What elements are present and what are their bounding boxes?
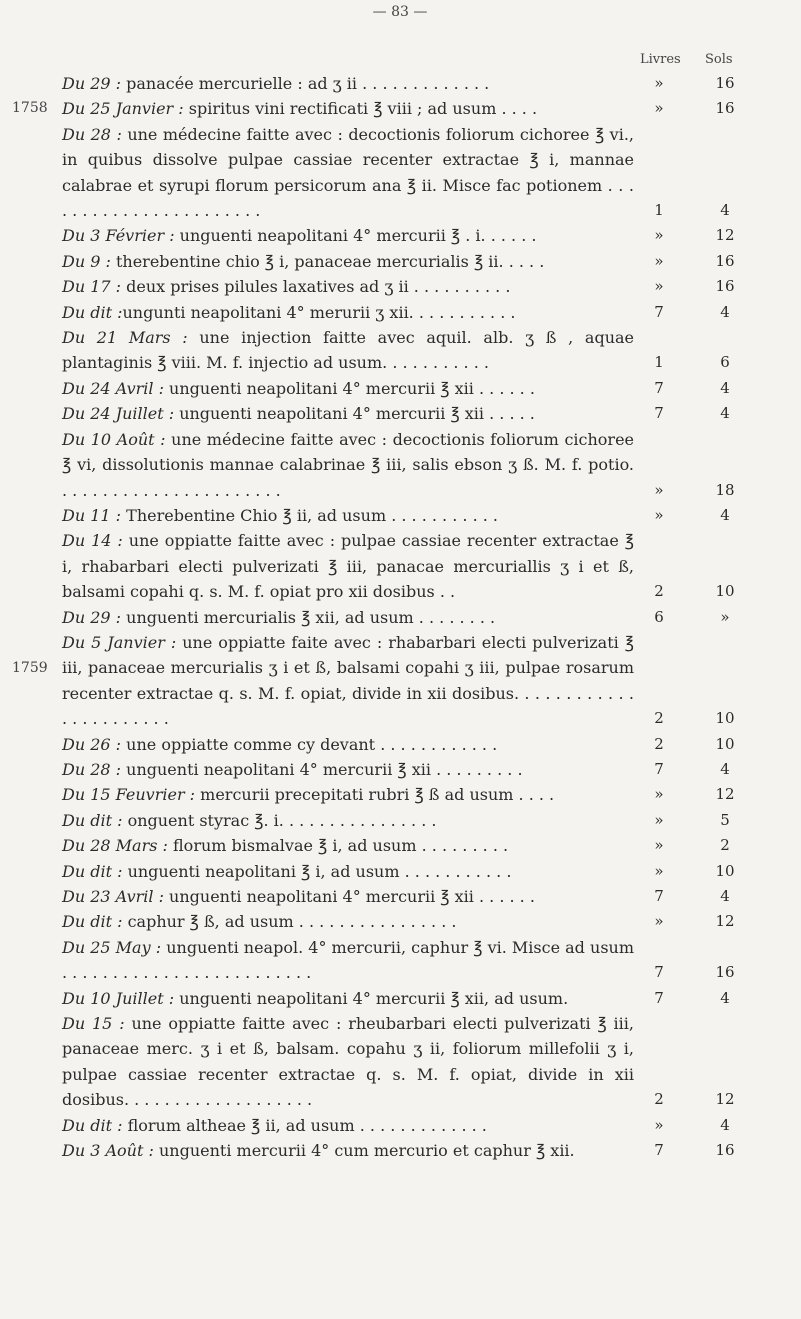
entry-text bbox=[62, 71, 634, 96]
entry-text bbox=[62, 859, 634, 884]
entry-sols: 10 bbox=[715, 734, 735, 753]
entry-livres: » bbox=[654, 912, 664, 931]
ledger-entry bbox=[62, 909, 792, 934]
entry-text bbox=[62, 732, 634, 757]
entry-date: Du 29 : bbox=[62, 74, 122, 93]
entry-date: Du 28 Mars : bbox=[62, 836, 168, 856]
entry-description: unguenti neapolitani ℥ i, ad usum . . . . . . . . . . . bbox=[122, 861, 512, 881]
ledger-entry bbox=[62, 808, 792, 833]
entry-livres: » bbox=[654, 251, 664, 270]
entry-livres: » bbox=[654, 99, 664, 118]
ledger-entry bbox=[62, 96, 792, 121]
ledger-entry bbox=[62, 325, 792, 376]
entry-text bbox=[62, 325, 634, 376]
entry-sols: 16 bbox=[715, 277, 735, 296]
entry-date: Du 9 : bbox=[62, 251, 111, 271]
ledger-entry bbox=[62, 630, 792, 732]
ledger-entry bbox=[62, 1113, 792, 1138]
entry-text bbox=[62, 808, 634, 833]
entry-livres: 1 bbox=[654, 201, 664, 220]
entry-date: Du dit : bbox=[62, 1115, 123, 1135]
entry-livres: » bbox=[654, 480, 664, 499]
entry-description: unguenti neapolitani 4° mercurii ℥ xii, ad usum. bbox=[174, 988, 569, 1008]
entry-sols: 12 bbox=[715, 226, 735, 245]
entry-date: Du 24 Juillet : bbox=[62, 404, 175, 424]
entry-sols: 10 bbox=[715, 582, 735, 601]
entry-livres: 7 bbox=[654, 988, 664, 1007]
entry-date: Du 10 Juillet : bbox=[62, 988, 175, 1008]
entry-text bbox=[62, 1138, 634, 1163]
entry-livres: » bbox=[654, 836, 664, 855]
entry-sols: 18 bbox=[715, 480, 735, 499]
entry-date: Du 3 Février : bbox=[62, 226, 175, 246]
entry-text bbox=[62, 122, 634, 224]
entry-date: Du dit : bbox=[62, 810, 123, 830]
entry-date: Du 21 Mars : bbox=[62, 328, 188, 348]
ledger-entry bbox=[62, 884, 792, 909]
entry-description: caphur ℥ ß, ad usum . . . . . . . . . . . . . . . . bbox=[122, 912, 457, 932]
entry-text bbox=[62, 782, 634, 807]
entry-text bbox=[62, 96, 634, 121]
entry-description: unguenti mercurii 4° cum mercurio et caphur ℥ xii. bbox=[153, 1141, 575, 1161]
entry-date: Du 25 Janvier : bbox=[62, 99, 184, 119]
entry-description: unguenti neapolitani 4° mercurii ℥ xii . . . . . . bbox=[163, 378, 535, 398]
ledger-entry bbox=[62, 274, 792, 299]
entry-sols: 16 bbox=[715, 1141, 735, 1160]
entry-sols: 4 bbox=[720, 201, 730, 220]
entry-description: unguenti neapolitani 4° mercurii ℥ . i. . . . . . bbox=[174, 226, 537, 246]
entry-text bbox=[62, 376, 634, 401]
entry-livres: 2 bbox=[654, 582, 664, 601]
entry-date: Du dit : bbox=[62, 861, 123, 881]
entry-sols: 16 bbox=[715, 99, 735, 118]
ledger-entry bbox=[62, 935, 792, 986]
entry-sols: 16 bbox=[715, 251, 735, 270]
entry-livres: 1 bbox=[654, 353, 664, 372]
entry-date: Du 17 : bbox=[62, 277, 122, 297]
entry-date: Du 14 : bbox=[62, 531, 123, 551]
entry-livres: 2 bbox=[654, 709, 664, 728]
entry-date: Du 15 Feuvrier : bbox=[62, 785, 196, 805]
entry-livres: 6 bbox=[654, 607, 664, 626]
entry-livres: 7 bbox=[654, 963, 664, 982]
entry-date: Du 11 : bbox=[62, 505, 122, 525]
entry-sols: 10 bbox=[715, 709, 735, 728]
entry-date: Du 10 Août : bbox=[62, 429, 166, 449]
entry-description: une oppiatte faitte avec : pulpae cassiae recenter extractae ℥ i, rhabarbari electi pulverizati ℥ iii, panacae mercuriallis ʒ i et ß, balsami copahi q. s. M. f. opiat pro xii dosibus . . bbox=[62, 531, 635, 602]
entry-sols: 6 bbox=[720, 353, 730, 372]
entry-text bbox=[62, 833, 634, 858]
entry-date: Du dit : bbox=[62, 302, 123, 322]
ledger-entry bbox=[62, 122, 792, 224]
entry-description: unguenti neapol. 4° mercurii, caphur ℥ vi. Misce ad usum . . . . . . . . . . . . . . . . . . . . . . . . . bbox=[62, 937, 635, 983]
entry-date: Du 26 : bbox=[62, 734, 122, 754]
entry-sols: » bbox=[720, 607, 730, 626]
entry-livres: 2 bbox=[654, 734, 664, 753]
ledger-entry bbox=[62, 1011, 792, 1113]
entry-description: spiritus vini rectificati ℥ viii ; ad usum . . . . bbox=[183, 99, 538, 119]
ledger-entry bbox=[62, 503, 792, 528]
entry-sols: 5 bbox=[720, 810, 730, 829]
ledger-entry bbox=[62, 223, 792, 248]
entry-sols: 4 bbox=[720, 1115, 730, 1134]
ledger-entries bbox=[62, 71, 792, 1163]
entry-sols: 12 bbox=[715, 1090, 735, 1109]
entry-livres: » bbox=[654, 785, 664, 804]
entry-livres: 2 bbox=[654, 1090, 664, 1109]
entry-description: une oppiatte comme cy devant . . . . . . . . . . . . bbox=[121, 734, 498, 754]
entry-livres: » bbox=[654, 1115, 664, 1134]
entry-livres: 7 bbox=[654, 302, 664, 321]
entry-sols: 4 bbox=[720, 404, 730, 423]
entry-date: Du 15 : bbox=[62, 1014, 125, 1034]
ledger-entry bbox=[62, 859, 792, 884]
entry-text bbox=[62, 935, 634, 986]
ledger-entry bbox=[62, 732, 792, 757]
entry-description: une oppiatte faite avec : rhabarbari electi pulverizati ℥ iii, panaceae mercurialis ʒ i et ß, balsami copahi ʒ iii, pulpae rosarum recenter extractae q. s. M. f. opiat, divide in xii dosibus. . . . . . . . . . . . . . . . . . . . . . . bbox=[62, 632, 634, 729]
ledger-entry bbox=[62, 71, 792, 96]
entry-sols: 16 bbox=[715, 963, 735, 982]
column-header-sols: Sols bbox=[705, 52, 733, 67]
entry-date: Du 28 : bbox=[62, 759, 122, 779]
entry-description: unguenti neapolitani 4° mercurii ℥ xii . . . . . . . . . bbox=[121, 759, 523, 779]
entry-description: Therebentine Chio ℥ ii, ad usum . . . . . . . . . . . bbox=[121, 505, 498, 525]
entry-text bbox=[62, 986, 634, 1011]
entry-description: florum bismalvae ℥ i, ad usum . . . . . . . . . bbox=[167, 836, 509, 856]
ledger-entry bbox=[62, 376, 792, 401]
entry-livres: 7 bbox=[654, 759, 664, 778]
entry-livres: 7 bbox=[654, 404, 664, 423]
entry-sols: 4 bbox=[720, 988, 730, 1007]
ledger-entry bbox=[62, 833, 792, 858]
entry-sols: 12 bbox=[715, 785, 735, 804]
entry-description: therebentine chio ℥ i, panaceae mercurialis ℥ ii. . . . . bbox=[110, 251, 545, 271]
ledger-entry bbox=[62, 1138, 792, 1163]
ledger-entry bbox=[62, 249, 792, 274]
entry-sols: 4 bbox=[720, 505, 730, 524]
entry-text bbox=[62, 274, 634, 299]
entry-description: une médecine faitte avec : decoctionis foliorum cichoree ℥ vi, dissolutionis mannae calabrinae ℥ iii, salis ebson ʒ ß. M. f. potio. . . . . . . . . . . . . . . . . . . . . . . bbox=[62, 429, 635, 500]
entry-livres: » bbox=[654, 505, 664, 524]
entry-text bbox=[62, 757, 634, 782]
entry-date: Du 25 May : bbox=[62, 937, 162, 957]
entry-description: florum altheae ℥ ii, ad usum . . . . . . . . . . . . . bbox=[122, 1115, 487, 1135]
entry-sols: 4 bbox=[720, 887, 730, 906]
ledger-entry bbox=[62, 401, 792, 426]
year-marker-1758: 1758 bbox=[12, 100, 48, 116]
entry-description: unguenti neapolitani 4° mercurii ℥ xii . . . . . bbox=[174, 404, 535, 424]
entry-description: unguenti mercurialis ℥ xii, ad usum . . . . . . . . bbox=[121, 607, 496, 627]
entry-description: unguenti neapolitani 4° mercurii ℥ xii . . . . . . bbox=[163, 887, 535, 906]
entry-date: Du dit : bbox=[62, 912, 123, 932]
ledger-entry bbox=[62, 300, 792, 325]
entry-sols: 12 bbox=[715, 912, 735, 931]
entry-text bbox=[62, 1113, 634, 1138]
entry-sols: 16 bbox=[715, 74, 735, 93]
entry-description: panacée mercurielle : ad ʒ ii . . . . . . . . . . . . . bbox=[121, 74, 490, 93]
entry-livres: » bbox=[654, 277, 664, 296]
entry-text bbox=[62, 427, 634, 503]
entry-text bbox=[62, 528, 634, 604]
entry-text bbox=[62, 630, 634, 732]
entry-text bbox=[62, 884, 634, 909]
entry-text bbox=[62, 503, 634, 528]
column-header-livres: Livres bbox=[640, 52, 681, 67]
entry-livres: 7 bbox=[654, 887, 664, 906]
entry-description: une oppiatte faitte avec : rheubarbari electi pulverizati ℥ iii, panaceae merc. ʒ i et ß, balsam. copahu ʒ ii, foliorum millefolii ʒ i, pulpae cassiae recenter extractae q. s. M. f. opiat, divide in xii dosibus. . . . . . . . . . . . . . . . . . . bbox=[62, 1014, 634, 1110]
entry-livres: » bbox=[654, 861, 664, 880]
page-number: — 83 — bbox=[372, 4, 428, 20]
entry-description: mercurii precepitati rubri ℥ ß ad usum . . . . bbox=[195, 785, 555, 805]
ledger-entry bbox=[62, 757, 792, 782]
entry-description: une médecine faitte avec : decoctionis foliorum cichoree ℥ vi., in quibus dissolve pulpae cassiae recenter extractae ℥ i, mannae calabrae et syrupi florum persicorum ana ℥ ii. Misce fac potionem . . . . . . . . . . . . . . . . . . . . . . . bbox=[62, 124, 634, 221]
entry-date: Du 24 Avril : bbox=[62, 378, 164, 398]
entry-text bbox=[62, 1011, 634, 1113]
entry-text bbox=[62, 249, 634, 274]
ledger-entry bbox=[62, 605, 792, 630]
entry-text bbox=[62, 605, 634, 630]
entry-text bbox=[62, 401, 634, 426]
entry-description: ungunti neapolitani 4° merurii ʒ xii. . . . . . . . . . . bbox=[122, 302, 516, 322]
entry-description: onguent styrac ℥. i. . . . . . . . . . . . . . . . bbox=[122, 810, 437, 830]
entry-sols: 2 bbox=[720, 836, 730, 855]
entry-livres: » bbox=[654, 74, 664, 93]
ledger-entry bbox=[62, 528, 792, 604]
entry-sols: 4 bbox=[720, 378, 730, 397]
entry-livres: » bbox=[654, 226, 664, 245]
entry-livres: 7 bbox=[654, 1141, 664, 1160]
ledger-entry bbox=[62, 782, 792, 807]
entry-description: une injection faitte avec aquil. alb. ʒ ß , aquae plantaginis ℥ viii. M. f. injectio ad usum. . . . . . . . . . . bbox=[62, 328, 635, 373]
ledger-entry bbox=[62, 427, 792, 503]
entry-date: Du 3 Août : bbox=[62, 1141, 154, 1161]
entry-date: Du 29 : bbox=[62, 607, 122, 627]
entry-livres: 7 bbox=[654, 378, 664, 397]
entry-date: Du 23 Avril : bbox=[62, 887, 164, 906]
entry-livres: » bbox=[654, 810, 664, 829]
year-marker-1759: 1759 bbox=[12, 660, 48, 676]
entry-text bbox=[62, 909, 634, 934]
entry-description: deux prises pilules laxatives ad ʒ ii . . . . . . . . . . bbox=[121, 277, 511, 297]
entry-sols: 4 bbox=[720, 759, 730, 778]
entry-sols: 4 bbox=[720, 302, 730, 321]
entry-text bbox=[62, 223, 634, 248]
entry-sols: 10 bbox=[715, 861, 735, 880]
entry-date: Du 28 : bbox=[62, 124, 122, 144]
ledger-entry bbox=[62, 986, 792, 1011]
entry-text bbox=[62, 300, 634, 325]
entry-date: Du 5 Janvier : bbox=[62, 632, 177, 652]
